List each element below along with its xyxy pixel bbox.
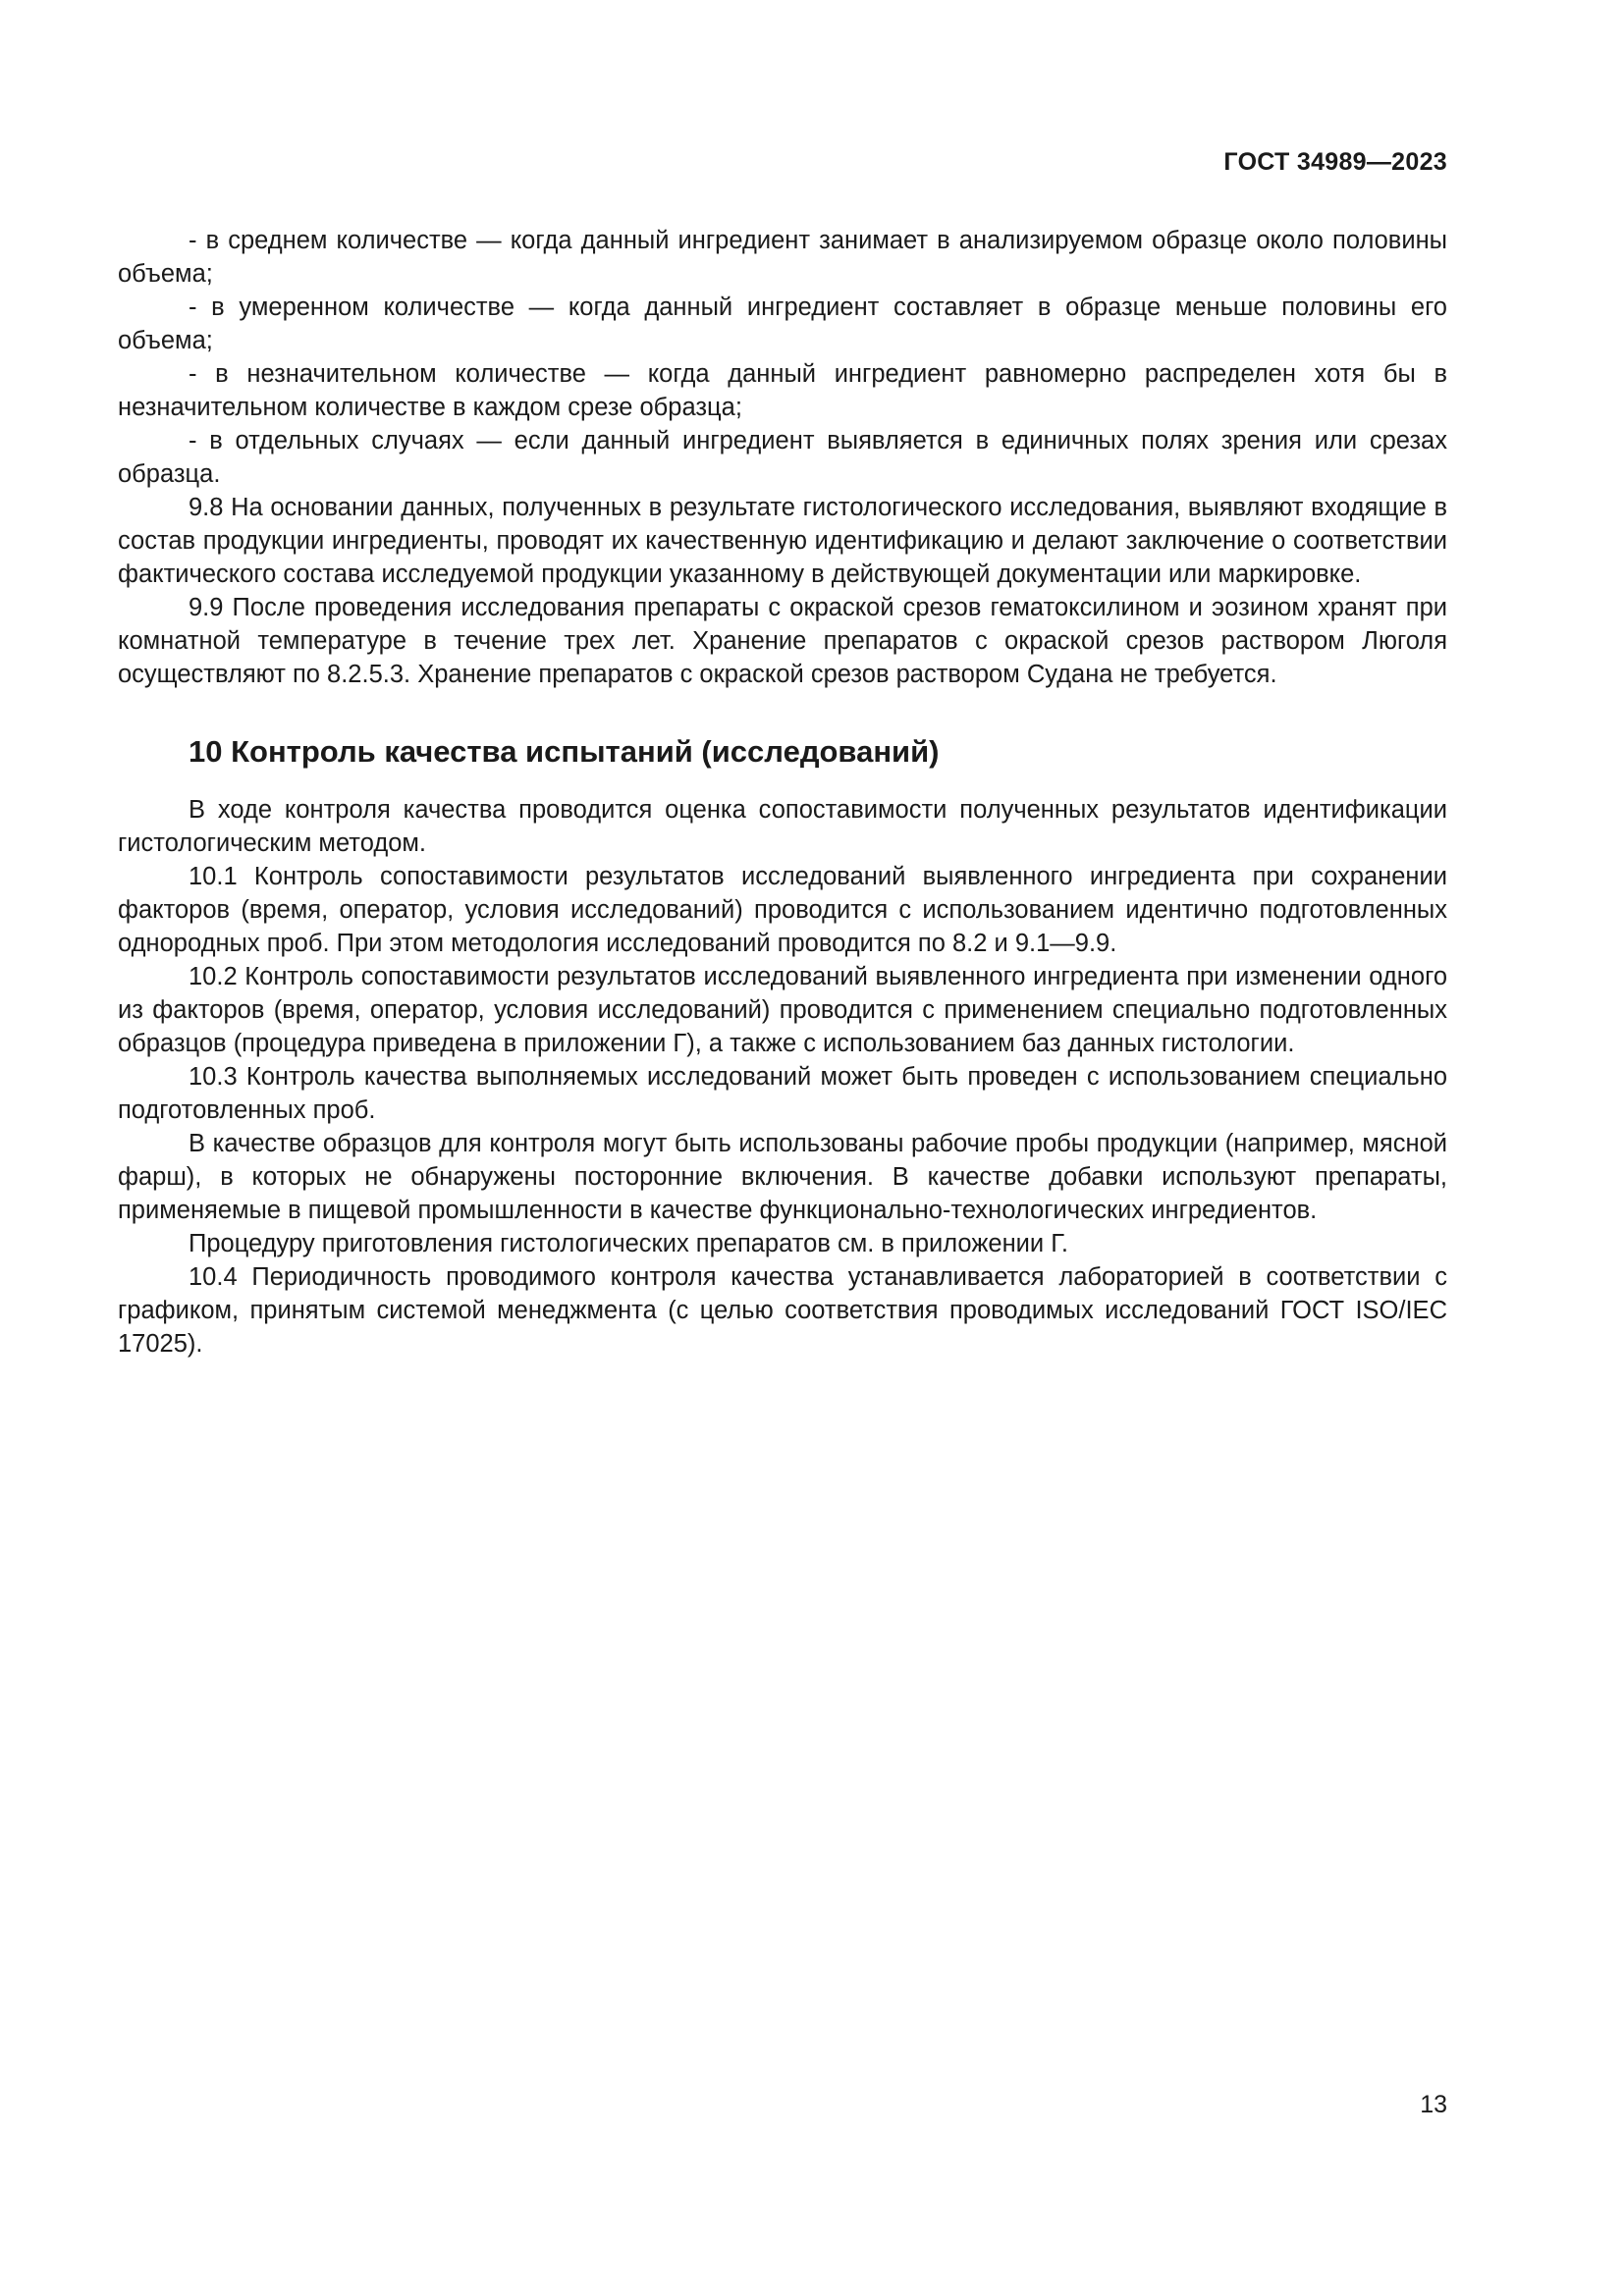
section-10-intro: В ходе контроля качества проводится оценка сопоставимости полученных результатов идентификации гистологическим методом. <box>118 796 1447 857</box>
paragraph-9-9: 9.9 После проведения исследования препараты с окраской срезов гематоксилином и эозином хранят при комнатной температуре в течение трех лет. Хранение препаратов с окраской срезов раствором Люголя осуществляют по 8.2.5.3. Хранение препаратов с окраской срезов раствором Судана не требуется. <box>118 594 1447 688</box>
paragraph-10-2: 10.2 Контроль сопоставимости результатов исследований выявленного ингредиента при изменении одного из факторов (время, оператор, условия исследований) проводится с применением специально подготовленных образцов (процедура приведена в приложении Г), а также с использованием баз данных гистологии. <box>118 963 1447 1057</box>
paragraph-9-8: 9.8 На основании данных, полученных в результате гистологического исследования, выявляют входящие в состав продукции ингредиенты, проводят их качественную идентификацию и делают заключение о соответствии фактического состава исследуемой продукции указанному в действующей документации или маркировке. <box>118 494 1447 588</box>
list-item-isolated: - в отдельных случаях — если данный ингредиент выявляется в единичных полях зрения или срезах образца. <box>118 427 1447 488</box>
document-body <box>118 224 1447 1361</box>
list-item-insignificant: - в незначительном количестве — когда данный ингредиент равномерно распределен хотя бы в незначительном количестве в каждом срезе образца; <box>118 360 1447 421</box>
paragraph-procedure-reference: Процедуру приготовления гистологических препаратов см. в приложении Г. <box>189 1230 1068 1257</box>
paragraph-10-4: 10.4 Периодичность проводимого контроля качества устанавливается лабораторией в соответствии с графиком, принятым системой менеджмента (с целью соответствия проводимых исследований ГОСТ ISO/IEC 17025). <box>118 1263 1447 1358</box>
section-10-title: 10 Контроль качества испытаний (исследований) <box>189 734 940 769</box>
list-item-medium: - в среднем количестве — когда данный ингредиент занимает в анализируемом образце около половины объема; <box>118 227 1447 288</box>
paragraph-10-3: 10.3 Контроль качества выполняемых исследований может быть проведен с использованием специально подготовленных проб. <box>118 1063 1447 1124</box>
list-item-moderate: - в умеренном количестве — когда данный ингредиент составляет в образце меньше половины его объема; <box>118 294 1447 354</box>
paragraph-10-1: 10.1 Контроль сопоставимости результатов исследований выявленного ингредиента при сохранении факторов (время, оператор, условия исследований) проводится с использованием идентично подготовленных однородных проб. При этом методология исследований проводится по 8.2 и 9.1—9.9. <box>118 863 1447 957</box>
document-code-header: ГОСТ 34989—2023 <box>1223 148 1447 176</box>
paragraph-control-samples: В качестве образцов для контроля могут быть использованы рабочие пробы продукции (например, мясной фарш), в которых не обнаружены посторонние включения. В качестве добавки используют препараты, применяемые в пищевой промышленности в качестве функционально-технологических ингредиентов. <box>118 1130 1447 1224</box>
page-number: 13 <box>1420 2091 1447 2118</box>
